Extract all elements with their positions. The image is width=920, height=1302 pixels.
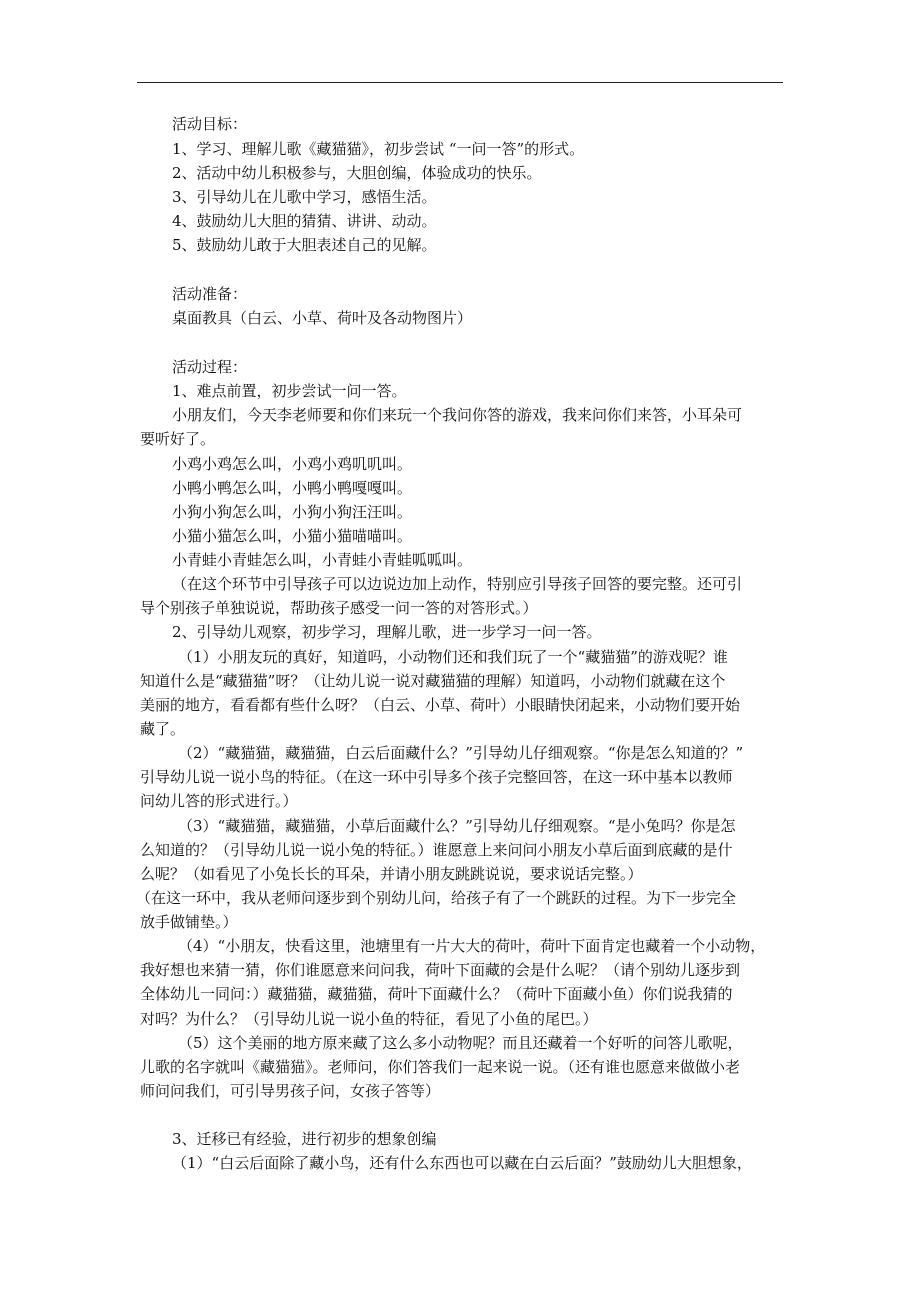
paragraph-line: 问幼儿答的形式进行。） xyxy=(140,792,298,810)
paragraph-line: 对吗？为什么？（引导幼儿说一说小鱼的特征，看见了小鱼的尾巴。） xyxy=(140,1010,598,1028)
rhyme-line: 小青蛙小青蛙怎么叫，小青蛙小青蛙呱呱叫。 xyxy=(172,551,473,569)
paragraph-line: 知道什么是“藏猫猫”呀？（让幼儿说一说对藏猫猫的理解）知道吗，小动物们就藏在这个 xyxy=(140,672,726,690)
step-heading: 1、难点前置，初步尝试一问一答。 xyxy=(172,382,407,400)
goal-item: 3、引导幼儿在儿歌中学习，感悟生活。 xyxy=(172,188,437,206)
paragraph-line: （3）“藏猫猫，藏猫猫，小草后面藏什么？”引导幼儿仔细观察。“是小兔吗？你是怎 xyxy=(178,817,736,835)
goal-item: 4、鼓励幼儿大胆的猜猜、讲讲、动动。 xyxy=(172,212,437,230)
paragraph-line: 我好想也来猜一猜，你们谁愿意来问问我，荷叶下面藏的会是什么呢？（请个别幼儿逐步到 xyxy=(140,961,741,979)
rhyme-line: 小鸡小鸡怎么叫，小鸡小鸡叽叽叫。 xyxy=(172,455,413,473)
paragraph-line: 要听好了。 xyxy=(140,430,216,448)
section-heading-goals: 活动目标： xyxy=(172,115,248,133)
paragraph-line: 小朋友们，今天李老师要和你们来玩一个我问你答的游戏，我来问你们来答，小耳朵可 xyxy=(172,406,743,424)
rhyme-line: 小鸭小鸭怎么叫，小鸭小鸭嘎嘎叫。 xyxy=(172,479,413,497)
goal-item: 5、鼓励幼儿敢于大胆表述自己的见解。 xyxy=(172,236,437,254)
goal-item: 1、学习、理解儿歌《藏猫猫》，初步尝试 “一问一答”的形式。 xyxy=(172,140,585,158)
rhyme-line: 小猫小猫怎么叫，小猫小猫喵喵叫。 xyxy=(172,527,413,545)
paragraph-line: 么知道的？（引导幼儿说一说小兔的特征。）谁愿意上来问问小朋友小草后面到底藏的是什 xyxy=(140,841,733,859)
preparation-text: 桌面教具（白云、小草、荷叶及各动物图片） xyxy=(172,309,473,327)
paragraph-line: （在这一环中，我从老师问逐步到个别幼儿问，给孩子有了一个跳跃的过程。为下一步完全 xyxy=(136,889,737,907)
paragraph-line: 引导幼儿说一说小鸟的特征。（在这一环中引导多个孩子完整回答，在这一环中基本以教师 xyxy=(140,768,733,786)
header-rule xyxy=(137,82,783,83)
paragraph-line: 师问问我们，可引导男孩子问，女孩子答等） xyxy=(140,1082,441,1100)
paragraph-line: （4）“小朋友，快看这里，池塘里有一片大大的荷叶，荷叶下面肯定也藏着一个小动物， xyxy=(178,937,766,955)
paragraph-line: 放手做铺垫。） xyxy=(140,913,238,931)
section-heading-preparation: 活动准备： xyxy=(172,285,248,303)
paragraph-line: （1）“白云后面除了藏小鸟，还有什么东西也可以藏在白云后面？”鼓励幼儿大胆想象， xyxy=(172,1154,752,1172)
step-heading: 2、引导幼儿观察，初步学习，理解儿歌，进一步学习一问一答。 xyxy=(172,623,602,641)
rhyme-line: 小狗小狗怎么叫，小狗小狗汪汪叫。 xyxy=(172,503,413,521)
step-heading: 3、迁移已有经验，进行初步的想象创编 xyxy=(172,1130,437,1148)
paragraph-line: 么呢？（如看见了小兔长长的耳朵，并请小朋友跳跳说说，要求说话完整。） xyxy=(140,865,643,883)
paragraph-line: 美丽的地方，看看都有些什么呀？（白云、小草、荷叶）小眼睛快闭起来，小动物们要开始 xyxy=(140,696,741,714)
paragraph-line: 全体幼儿一同问：）藏猫猫，藏猫猫，荷叶下面藏什么？（荷叶下面藏小鱼）你们说我猜的 xyxy=(140,985,733,1003)
paragraph-line: 儿歌的名字就叫《藏猫猫》。老师问，你们答我们一起来说一说。（还有谁也愿意来做做小老 xyxy=(140,1058,741,1076)
section-heading-process: 活动过程： xyxy=(172,358,248,376)
paragraph-line: （5）这个美丽的地方原来藏了这么多小动物呢？而且还藏着一个好听的问答儿歌呢， xyxy=(178,1034,743,1052)
paragraph-line: 藏了。 xyxy=(140,720,186,738)
paragraph-line: 导个别孩子单独说说，帮助孩子感受一问一答的对答形式。） xyxy=(140,599,538,617)
paragraph-line: （1）小朋友玩的真好，知道吗，小动物们还和我们玩了一个“藏猫猫”的游戏呢？谁 xyxy=(178,648,728,666)
paragraph-line: （在这个环节中引导孩子可以边说边加上动作，特别应引导孩子回答的要完整。还可引 xyxy=(172,575,743,593)
paragraph-line: （2）“藏猫猫，藏猫猫，白云后面藏什么？”引导幼儿仔细观察。“你是怎么知道的？” xyxy=(178,744,744,762)
goal-item: 2、活动中幼儿积极参与，大胆创编，体验成功的快乐。 xyxy=(172,164,542,182)
